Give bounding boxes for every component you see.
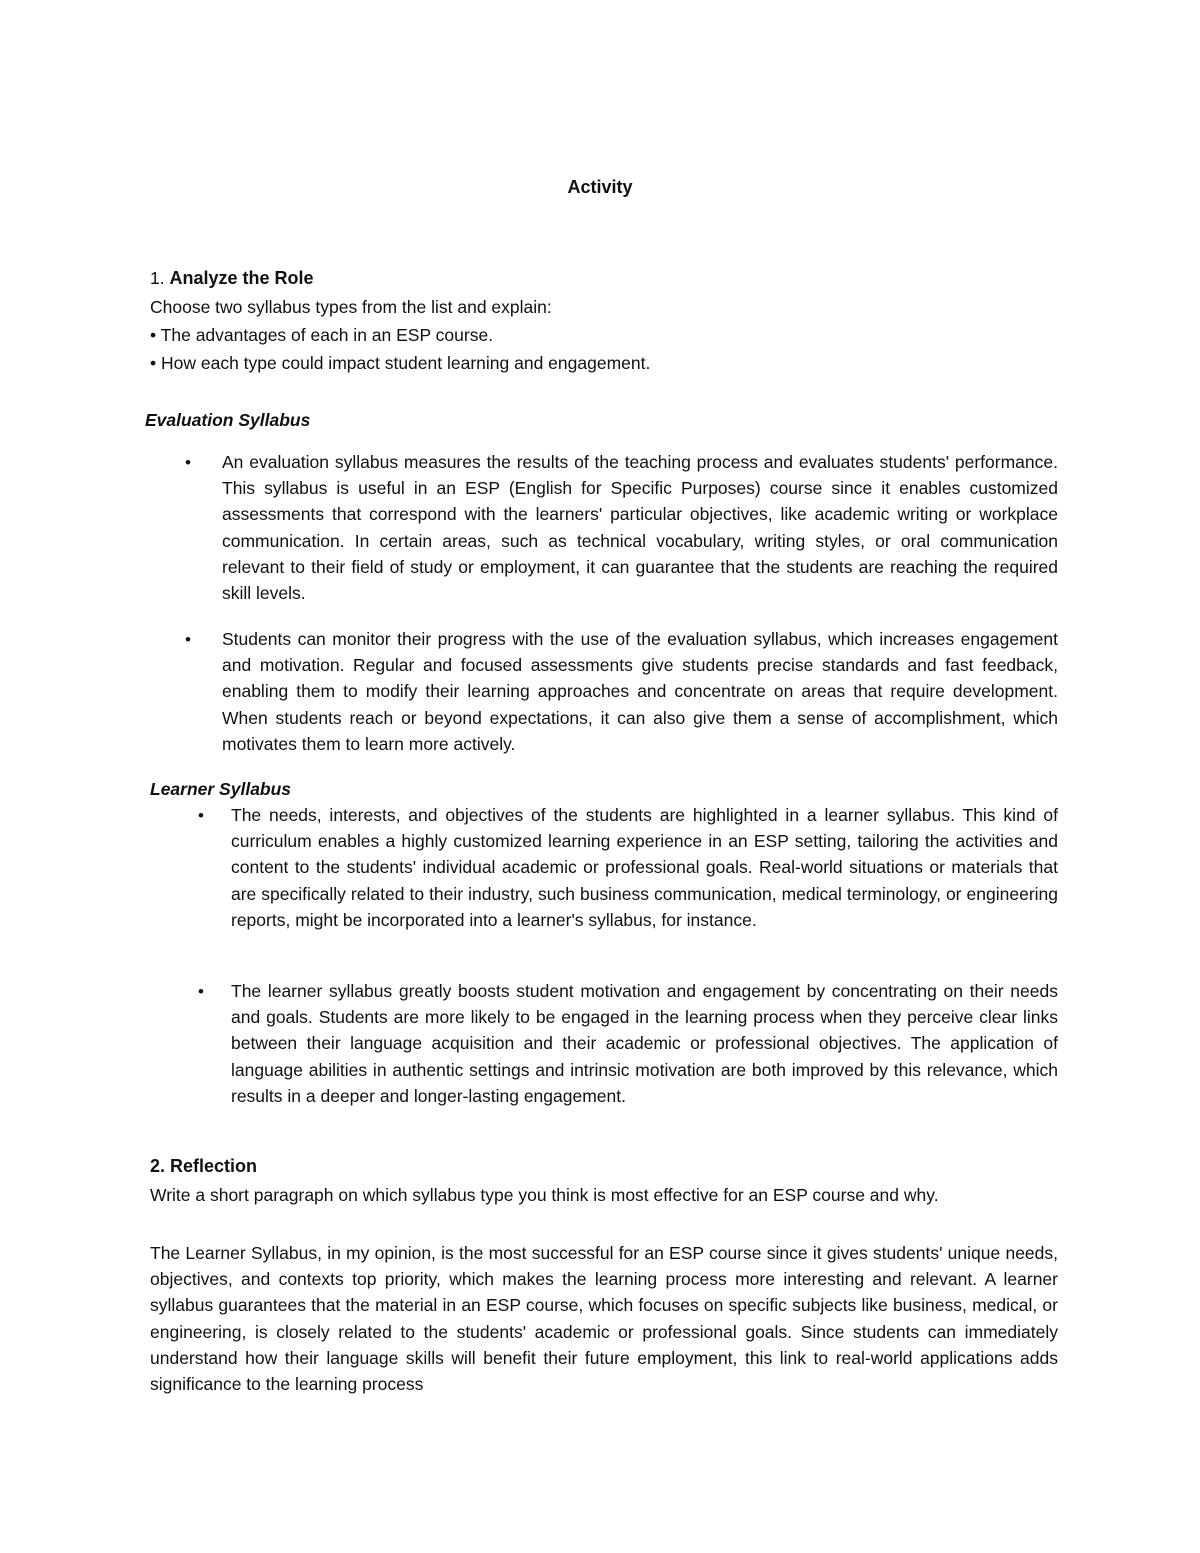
bullet-icon: •	[198, 806, 204, 825]
bullet-icon: •	[185, 630, 191, 649]
section-1-number: 1.	[150, 268, 165, 288]
evaluation-bullet-2: Students can monitor their progress with the use of the evaluation syllabus, which increases engagement and motivation. Regular and focused assessments give students precise standards and fast feedback, enabling them to modify their learning approaches and concentrate on areas that require development. When students reach or beyond expectations, it can also give them a sense of accomplishment, which motivates them to learn more actively.	[222, 629, 1058, 754]
section-1-prompt-2: • How each type could impact student learning and engagement.	[150, 353, 651, 373]
reflection-answer: The Learner Syllabus, in my opinion, is the most successful for an ESP course since it gives students' unique needs, objectives, and contexts top priority, which makes the learning process more interesting and relevant. A learner syllabus guarantees that the material in an ESP course, which focuses on specific subjects like business, medical, or engineering, is closely related to the students' academic or professional goals. Since students can immediately understand how their language skills will benefit their future employment, this link to real-world applications adds significance to the learning process	[150, 1243, 1058, 1395]
page-title: Activity	[567, 177, 633, 197]
learner-syllabus-heading: Learner Syllabus	[150, 779, 292, 799]
bullet-icon: •	[185, 453, 191, 472]
section-1-prompt-1: • The advantages of each in an ESP course.	[150, 325, 494, 345]
evaluation-bullet-1: An evaluation syllabus measures the results of the teaching process and evaluates students' performance. This syllabus is useful in an ESP (English for Specific Purposes) course since it enables customized assessments that correspond with the learners' particular objectives, like academic writing or workplace communication. In certain areas, such as technical vocabulary, writing styles, or oral communication relevant to their field of study or employment, it can guarantee that the students are reaching the required skill levels.	[222, 452, 1058, 604]
section-1-title: Analyze the Role	[169, 268, 314, 288]
learner-bullet-1: The needs, interests, and objectives of the students are highlighted in a learner syllabus. This kind of curriculum enables a highly customized learning experience in an ESP setting, tailoring the activities and content to the students' individual academic or professional goals. Real-world situations or materials that are specifically related to their industry, such business communication, medical terminology, or engineering reports, might be incorporated into a learner's syllabus, for instance.	[231, 805, 1058, 930]
section-1-heading	[150, 266, 314, 290]
section-2-prompt: Write a short paragraph on which syllabus type you think is most effective for an ESP course and why.	[150, 1185, 939, 1205]
evaluation-syllabus-heading: Evaluation Syllabus	[145, 410, 311, 430]
section-2-heading: 2. Reflection	[150, 1156, 258, 1176]
section-1-intro: Choose two syllabus types from the list and explain:	[150, 297, 552, 317]
bullet-icon: •	[198, 982, 204, 1001]
learner-bullet-2: The learner syllabus greatly boosts student motivation and engagement by concentrating on their needs and goals. Students are more likely to be engaged in the learning process when they perceive clear links between their language acquisition and their academic or professional objectives. The application of language abilities in authentic settings and intrinsic motivation are both improved by this relevance, which results in a deeper and longer-lasting engagement.	[231, 981, 1058, 1106]
